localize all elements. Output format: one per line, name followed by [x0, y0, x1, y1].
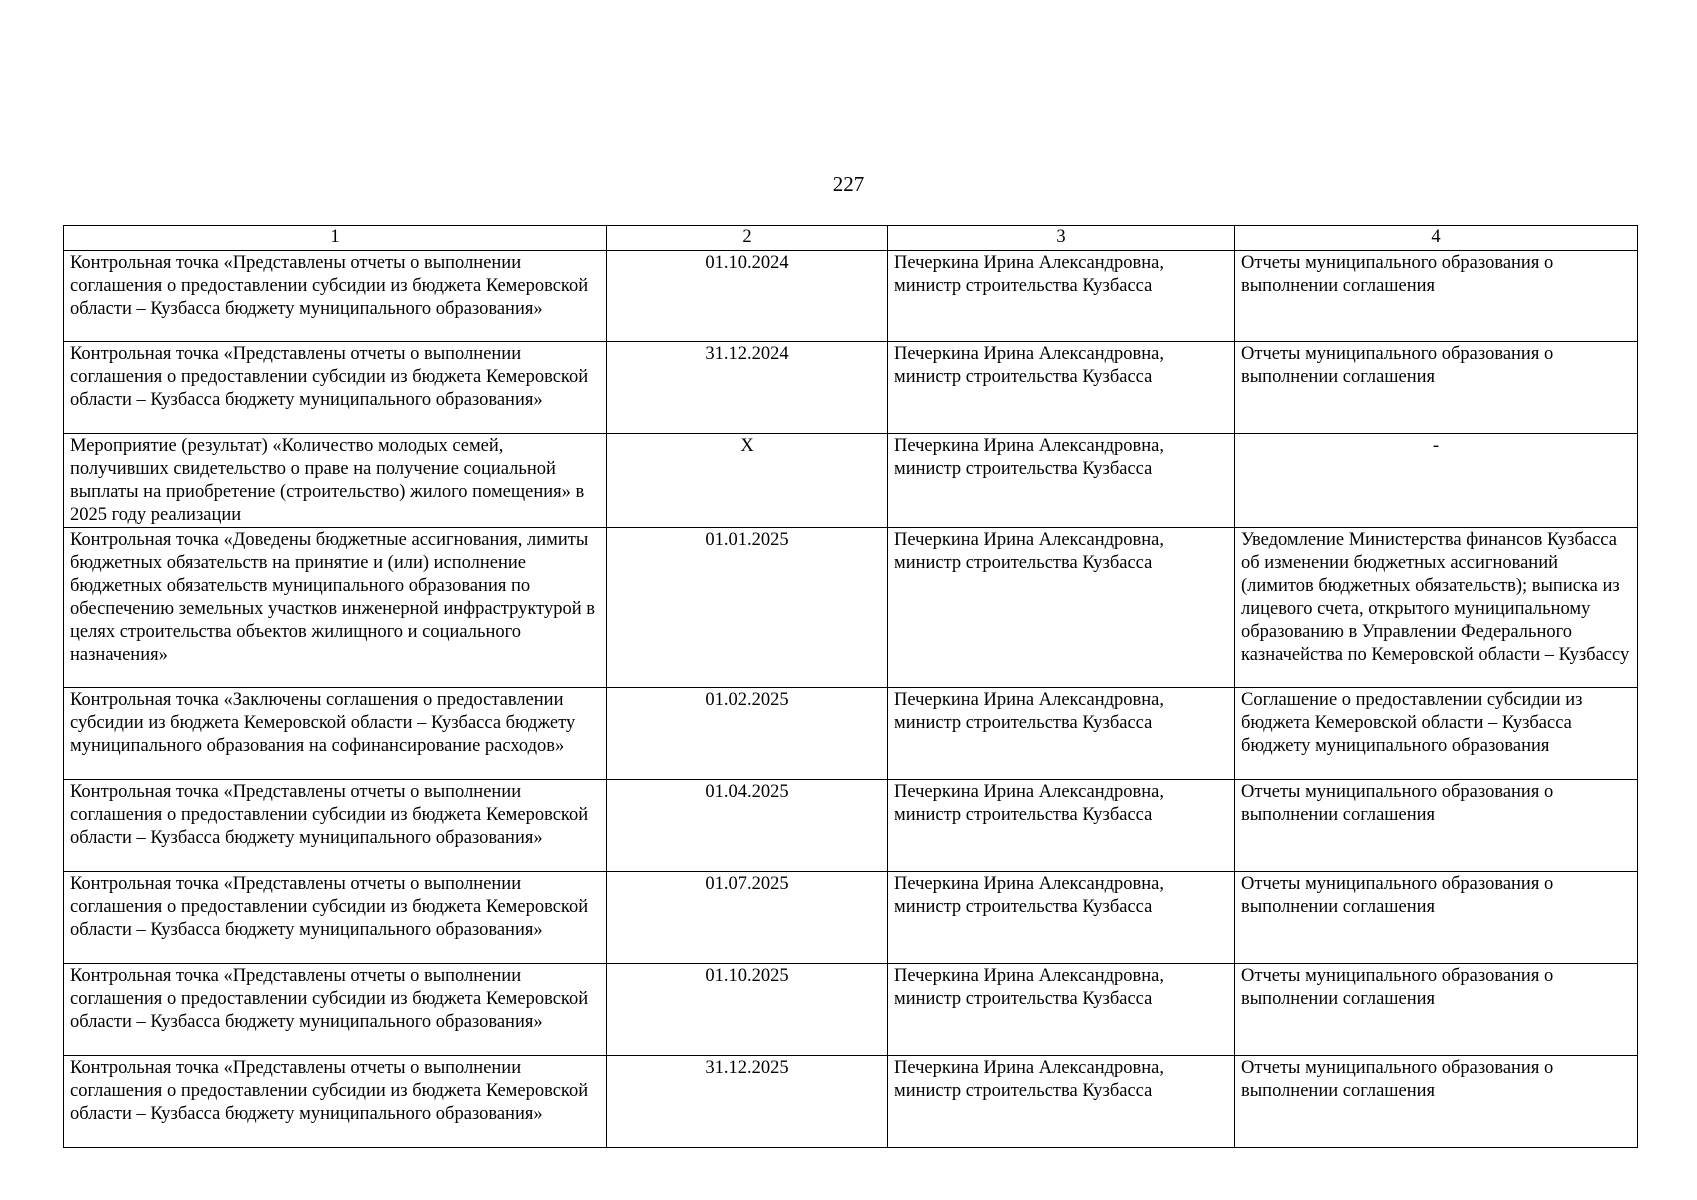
row-responsible-cell: Печеркина Ирина Александровна, министр строительства Кузбасса [888, 251, 1235, 342]
table-row [64, 342, 1638, 434]
row-name-cell: Контрольная точка «Заключены соглашения о предоставлении субсидии из бюджета Кемеровской области – Кузбасса бюджету муниципального образования на софинансирование расходов» [64, 688, 607, 780]
row-date-cell: X [607, 434, 888, 528]
row-document-cell: - [1235, 434, 1638, 528]
row-document-cell: Уведомление Министерства финансов Кузбасса об изменении бюджетных ассигнований (лимитов бюджетных обязательств); выписка из лицевого счета, открытого муниципальному образованию в Управлении Федерального казначейства по Кемеровской области – Кузбассу [1235, 528, 1638, 688]
column-header-1: 1 [64, 226, 607, 251]
table-row [64, 964, 1638, 1056]
table-row [64, 528, 1638, 688]
row-name-cell: Контрольная точка «Представлены отчеты о выполнении соглашения о предоставлении субсидии из бюджета Кемеровской области – Кузбасса бюджету муниципального образования» [64, 251, 607, 342]
row-date-cell: 01.04.2025 [607, 780, 888, 872]
table-row [64, 780, 1638, 872]
table-row [64, 872, 1638, 964]
row-name-cell: Контрольная точка «Представлены отчеты о выполнении соглашения о предоставлении субсидии из бюджета Кемеровской области – Кузбасса бюджету муниципального образования» [64, 964, 607, 1056]
page-number: 227 [832, 172, 865, 196]
table-body [64, 251, 1638, 1148]
table-row [64, 1056, 1638, 1148]
row-responsible-cell: Печеркина Ирина Александровна, министр строительства Кузбасса [888, 1056, 1235, 1148]
column-header-4: 4 [1235, 226, 1638, 251]
table-row [64, 434, 1638, 528]
row-date-cell: 31.12.2024 [607, 342, 888, 434]
row-responsible-cell: Печеркина Ирина Александровна, министр строительства Кузбасса [888, 964, 1235, 1056]
row-responsible-cell: Печеркина Ирина Александровна, министр строительства Кузбасса [888, 528, 1235, 688]
row-name-cell: Мероприятие (результат) «Количество молодых семей, получивших свидетельство о праве на получение социальной выплаты на приобретение (строительство) жилого помещения» в 2025 году реализации [64, 434, 607, 528]
row-date-cell: 31.12.2025 [607, 1056, 888, 1148]
row-responsible-cell: Печеркина Ирина Александровна, министр строительства Кузбасса [888, 434, 1235, 528]
row-responsible-cell: Печеркина Ирина Александровна, министр строительства Кузбасса [888, 342, 1235, 434]
row-responsible-cell: Печеркина Ирина Александровна, министр строительства Кузбасса [888, 688, 1235, 780]
row-name-cell: Контрольная точка «Представлены отчеты о выполнении соглашения о предоставлении субсидии из бюджета Кемеровской области – Кузбасса бюджету муниципального образования» [64, 780, 607, 872]
table-header-row [64, 226, 1638, 251]
row-date-cell: 01.07.2025 [607, 872, 888, 964]
row-document-cell: Отчеты муниципального образования о выполнении соглашения [1235, 780, 1638, 872]
row-date-cell: 01.10.2025 [607, 964, 888, 1056]
row-document-cell: Отчеты муниципального образования о выполнении соглашения [1235, 872, 1638, 964]
row-document-cell: Отчеты муниципального образования о выполнении соглашения [1235, 1056, 1638, 1148]
row-date-cell: 01.02.2025 [607, 688, 888, 780]
row-name-cell: Контрольная точка «Представлены отчеты о выполнении соглашения о предоставлении субсидии из бюджета Кемеровской области – Кузбасса бюджету муниципального образования» [64, 342, 607, 434]
row-name-cell: Контрольная точка «Представлены отчеты о выполнении соглашения о предоставлении субсидии из бюджета Кемеровской области – Кузбасса бюджету муниципального образования» [64, 1056, 607, 1148]
row-name-cell: Контрольная точка «Представлены отчеты о выполнении соглашения о предоставлении субсидии из бюджета Кемеровской области – Кузбасса бюджету муниципального образования» [64, 872, 607, 964]
document-table [63, 225, 1638, 1148]
row-responsible-cell: Печеркина Ирина Александровна, министр строительства Кузбасса [888, 780, 1235, 872]
table-row [64, 688, 1638, 780]
row-name-cell: Контрольная точка «Доведены бюджетные ассигнования, лимиты бюджетных обязательств на принятие и (или) исполнение бюджетных обязательств муниципального образования по обеспечению земельных участков инженерной инфраструктурой в целях строительства объектов жилищного и социального назначения» [64, 528, 607, 688]
column-header-3: 3 [888, 226, 1235, 251]
row-document-cell: Отчеты муниципального образования о выполнении соглашения [1235, 342, 1638, 434]
table-row [64, 251, 1638, 342]
row-date-cell: 01.10.2024 [607, 251, 888, 342]
row-document-cell: Отчеты муниципального образования о выполнении соглашения [1235, 251, 1638, 342]
table-header [64, 226, 1638, 251]
row-date-cell: 01.01.2025 [607, 528, 888, 688]
column-header-2: 2 [607, 226, 888, 251]
row-document-cell: Отчеты муниципального образования о выполнении соглашения [1235, 964, 1638, 1056]
row-document-cell: Соглашение о предоставлении субсидии из бюджета Кемеровской области – Кузбасса бюджету муниципального образования [1235, 688, 1638, 780]
row-responsible-cell: Печеркина Ирина Александровна, министр строительства Кузбасса [888, 872, 1235, 964]
